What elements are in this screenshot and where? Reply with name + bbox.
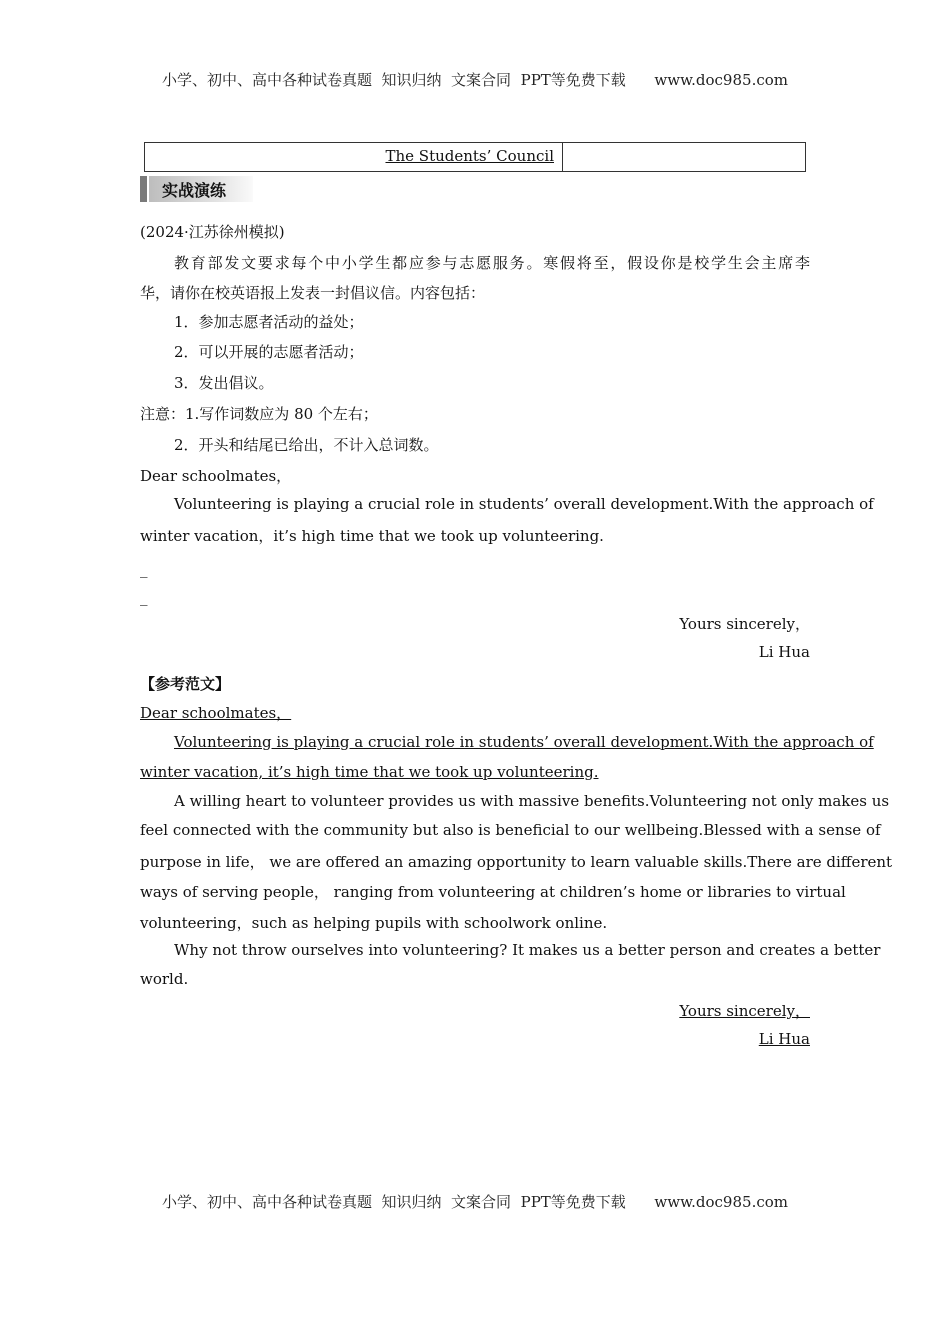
task-item-1: 1．参加志愿者活动的益处；: [174, 313, 364, 331]
page-footer: 小学、初中、高中各种试卷真题 知识归纳 文案合同 PPT等免费下载 www.doc985.com: [161, 1193, 788, 1211]
source-line: (2024·江苏徐州模拟): [140, 223, 285, 241]
sample-closing: Yours sincerely，: [679, 1002, 810, 1020]
letter-greeting: Dear schoolmates，: [140, 467, 292, 485]
letter-blank-1: _: [140, 560, 148, 578]
task-item-3: 3．发出倡议。: [174, 374, 274, 392]
sample-p2-line-3: purpose in life， we are offered an amazing opportunity to learn valuable skills.There are different: [140, 853, 893, 871]
letter-intro-2: winter vacation，it’s high time that we took up volunteering.: [140, 527, 604, 545]
sample-greeting: Dear schoolmates，: [140, 704, 292, 722]
task-note-1: 注意：1.写作词数应为 80 个左右；: [140, 405, 378, 423]
banner-bar: [140, 176, 147, 202]
letter-intro-1: Volunteering is playing a crucial role in students’ overall development.With the approach of: [174, 495, 874, 513]
task-line-1: 教育部发文要求每个中小学生都应参与志愿服务。寒假将至，假设你是校学生会主席李: [174, 254, 810, 272]
sample-intro-2: winter vacation, it’s high time that we took up volunteering.: [140, 763, 599, 781]
letter-blank-2: _: [140, 588, 148, 606]
sample-signature: Li Hua: [758, 1030, 810, 1048]
sample-p3-line-1: Why not throw ourselves into volunteering? It makes us a better person and creates a better: [174, 941, 881, 959]
letter-closing: Yours sincerely，: [679, 615, 810, 633]
page-header: 小学、初中、高中各种试卷真题 知识归纳 文案合同 PPT等免费下载 www.doc985.com: [161, 71, 788, 89]
task-note-2: 2．开头和结尾已给出，不计入总词数。: [174, 436, 439, 454]
section-banner: [140, 174, 260, 204]
sample-title: 【参考范文】: [140, 675, 231, 693]
sample-p2-line-4: ways of serving people， ranging from volunteering at children’s home or libraries to virtual: [140, 883, 846, 901]
sample-p3-line-2: world.: [140, 970, 189, 988]
sample-intro-1: Volunteering is playing a crucial role in students’ overall development.With the approach of: [174, 733, 874, 751]
letter-signature: Li Hua: [758, 643, 810, 661]
sample-p2-line-5: volunteering，such as helping pupils with schoolwork online.: [140, 914, 608, 932]
task-item-2: 2．可以开展的志愿者活动；: [174, 343, 364, 361]
table-cell-council: [145, 143, 563, 171]
sample-p2-line-1: A willing heart to volunteer provides us with massive benefits.Volunteering not only makes us: [174, 792, 890, 810]
task-line-2: 华，请你在校英语报上发表一封倡议信。内容包括：: [140, 284, 486, 302]
council-table: [144, 142, 806, 172]
section-title: 实战演练: [162, 181, 227, 200]
council-label: The Students’ Council: [385, 147, 554, 165]
sample-p2-line-2: feel connected with the community but also is beneficial to our wellbeing.Blessed with a sense of: [140, 821, 881, 839]
